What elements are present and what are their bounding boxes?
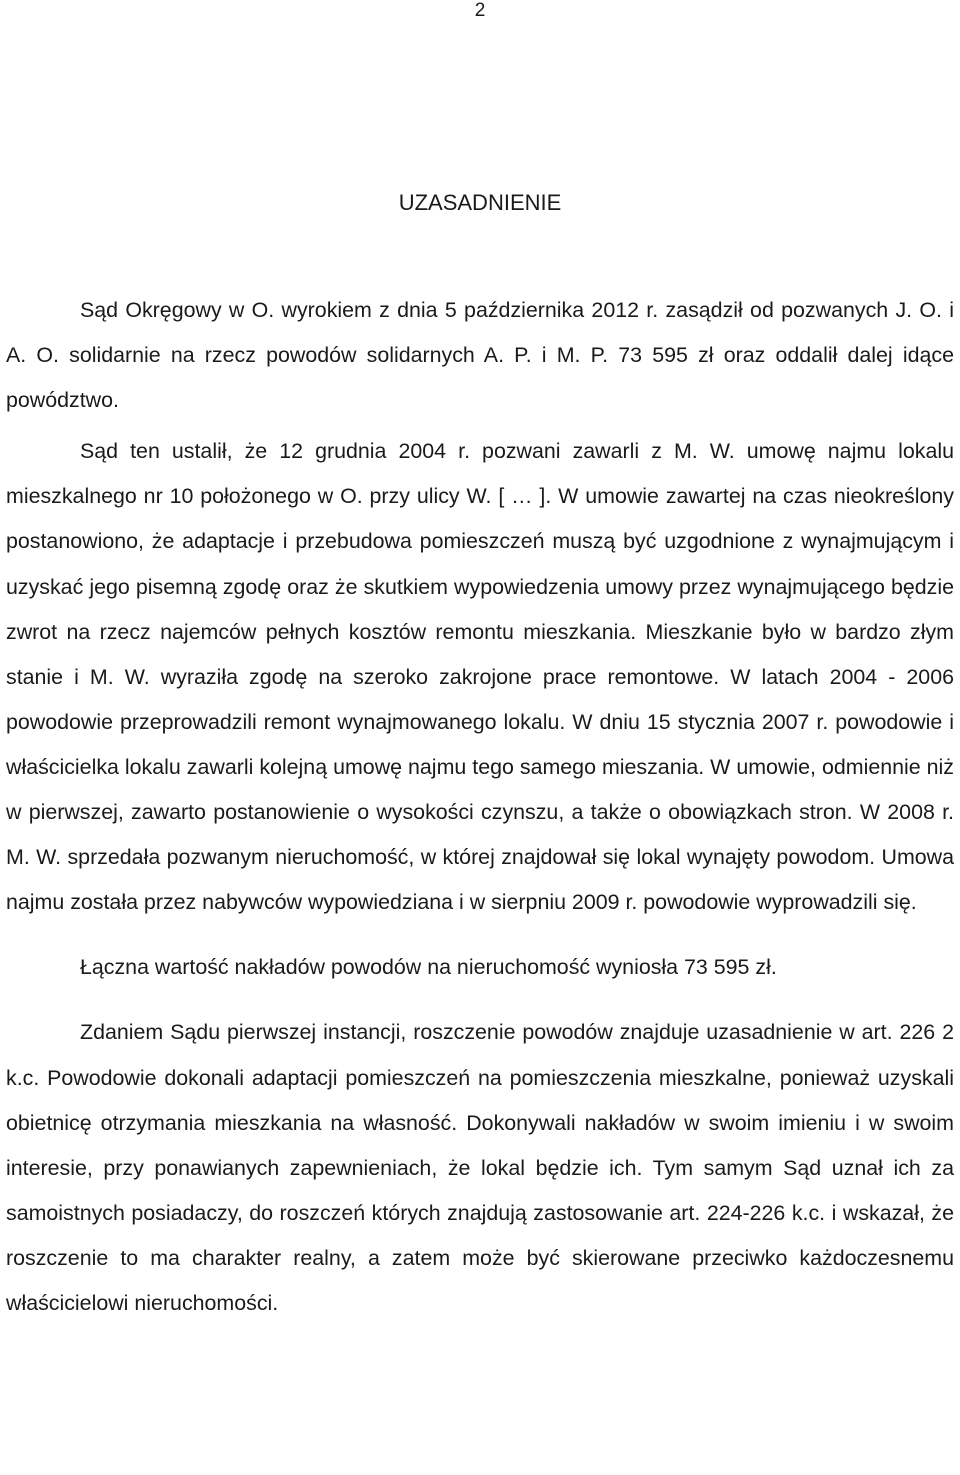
page-number: 2	[474, 0, 486, 21]
paragraph-facts: Sąd ten ustalił, że 12 grudnia 2004 r. pozwani zawarli z M. W. umowę najmu lokalu mieszkalnego nr 10 położonego w O. przy ulicy W. [ … ]. W umowie zawartej na czas nieokreślony postanowiono, że adaptacje i przebudowa pomieszczeń muszą być uzgodnione z wynajmującym i uzyskać jego pisemną zgodę oraz że skutkiem wypowiedzenia umowy przez wynajmującego będzie zwrot na rzecz najemców pełnych kosztów remontu mieszkania. Mieszkanie było w bardzo złym stanie i M. W. wyraziła zgodę na szeroko zakrojone prace remontowe. W latach 2004 - 2006 powodowie przeprowadzili remont wynajmowanego lokalu. W dniu 15 stycznia 2007 r. powodowie i właścicielka lokalu zawarli kolejną umowę najmu tego samego mieszania. W umowie, odmiennie niż w pierwszej, zawarto postanowienie o wysokości czynszu, a także o obowiązkach stron. W 2008 r. M. W. sprzedała pozwanym nieruchomość, w której znajdował się lokal wynajęty powodom. Umowa najmu została przez nabywców wypowiedziana i w sierpniu 2009 r. powodowie wyprowadzili się.	[6, 439, 954, 915]
document-body	[6, 288, 954, 1326]
paragraph-judgment: Sąd Okręgowy w O. wyrokiem z dnia 5 października 2012 r. zasądził od pozwanych J. O. i A. O. solidarnie na rzecz powodów solidarnych A. P. i M. P. 73 595 zł oraz oddalił dalej idące powództwo.	[6, 298, 954, 413]
document-heading: UZASADNIENIE	[398, 190, 562, 215]
paragraph-total-value: Łączna wartość nakładów powodów na nieruchomość wyniosła 73 595 zł.	[80, 955, 777, 980]
paragraph-court-reasoning: Zdaniem Sądu pierwszej instancji, roszczenie powodów znajduje uzasadnienie w art. 226 2 k.c. Powodowie dokonali adaptacji pomieszczeń na pomieszczenia mieszkalne, ponieważ uzyskali obietnicę otrzymania mieszkania na własność. Dokonywali nakładów w swoim imieniu i w swoim interesie, przy ponawianych zapewnieniach, że lokal będzie ich. Tym samym Sąd uznał ich za samoistnych posiadaczy, do roszczeń których znajdują zastosowanie art. 224-226 k.c. i wskazał, że roszczenie to ma charakter realny, a zatem może być skierowane przeciwko każdoczesnemu właścicielowi nieruchomości.	[6, 1020, 954, 1315]
